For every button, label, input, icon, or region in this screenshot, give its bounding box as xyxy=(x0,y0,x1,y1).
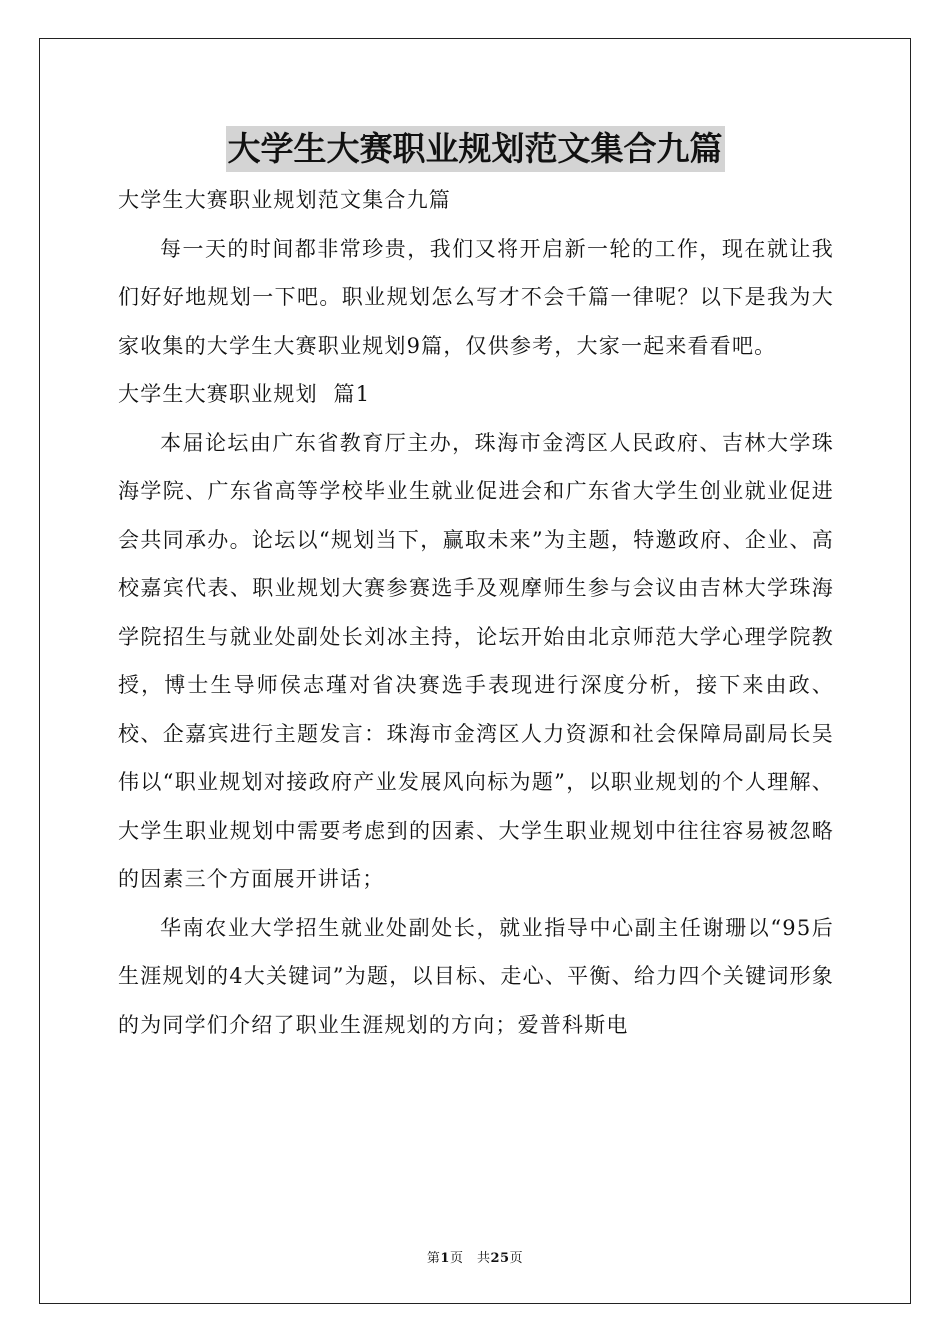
document-subtitle: 大学生大赛职业规划范文集合九篇 xyxy=(118,188,451,212)
footer-prefix: 第 xyxy=(426,1251,441,1266)
document-title: 大学生大赛职业规划范文集合九篇 xyxy=(226,126,725,172)
section-heading: 大学生大赛职业规划 篇1 xyxy=(118,382,371,406)
body-paragraph-2: 华南农业大学招生就业处副处长，就业指导中心副主任谢珊以“95后生涯规划的4大关键词”为题，以目标、走心、平衡、给力四个关键词形象的为同学们介绍了职业生涯规划的方向；爱普科斯电 xyxy=(118,915,834,1037)
footer-page-total: 25 xyxy=(490,1251,510,1266)
body-paragraph-1: 本届论坛由广东省教育厅主办，珠海市金湾区人民政府、吉林大学珠海学院、广东省高等学校毕业生就业促进会和广东省大学生创业就业促进会共同承办。论坛以“规划当下，赢取未来”为主题，特邀政府、企业、高校嘉宾代表、职业规划大赛参赛选手及观摩师生参与会议由吉林大学珠海学院招生与就业处副处长刘冰主持，论坛开始由北京师范大学心理学院教授，博士生导师侯志瑾对省决赛选手表现进行深度分析，接下来由政、校、企嘉宾进行主题发言：珠海市金湾区人力资源和社会保障局副局长吴伟以“职业规划对接政府产业发展风向标为题”，以职业规划的个人理解、大学生职业规划中需要考虑到的因素、大学生职业规划中往往容易被忽略的因素三个方面展开讲话； xyxy=(118,430,834,891)
title-container xyxy=(0,126,950,172)
intro-paragraph: 每一天的时间都非常珍贵，我们又将开启新一轮的工作，现在就让我们好好地规划一下吧。职业规划怎么写才不会千篇一律呢？以下是我为大家收集的大学生大赛职业规划9篇，仅供参考，大家一起来看看吧。 xyxy=(118,236,834,358)
footer-page-number: 1 xyxy=(440,1251,450,1266)
footer-suffix: 页 xyxy=(509,1251,524,1266)
footer-mid: 页 共 xyxy=(449,1251,491,1266)
document-body xyxy=(118,176,834,1049)
page-footer xyxy=(0,1247,950,1266)
